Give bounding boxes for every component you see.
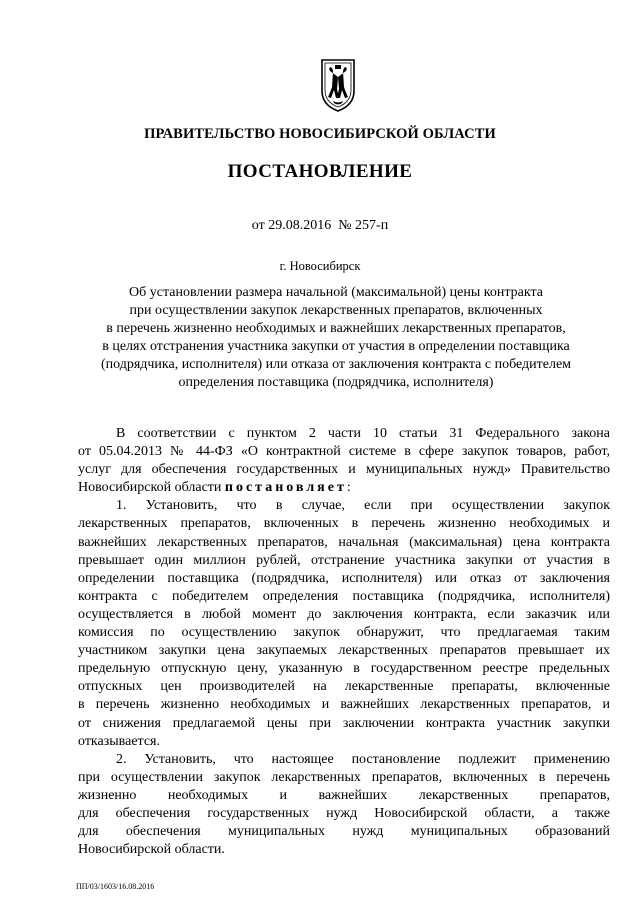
item1-line: комиссия по осуществлению закупок обнаружит, что предлагаемая таким <box>78 625 610 641</box>
preamble-prefix: Новосибирской области <box>78 480 222 496</box>
item1-line: в перечень жизненно необходимых и важнейших лекарственных препаратов, и <box>78 697 610 713</box>
item1-line: осуществляется в любой момент до заключения контракта, если заказчик или <box>78 606 610 622</box>
item1-line: 1. Установить, что в случае, если при осуществлении закупок <box>116 498 610 514</box>
document-city: г. Новосибирск <box>279 259 361 273</box>
item1-line: участником закупки цена закупаемых лекарственных препаратов превышает их <box>78 643 610 659</box>
item2-line: Новосибирской области. <box>78 842 225 858</box>
footer-document-code: ПП/03/1603/16.08.2016 <box>76 882 155 891</box>
item1-line: от снижения предлагаемой цены при заключении контракта участник закупки <box>78 715 610 731</box>
subject-line: определения поставщика (подрядчика, исполнителя) <box>178 375 494 391</box>
document-number: № 257-п <box>338 218 389 233</box>
document-body <box>78 425 610 859</box>
subject-line: при осуществлении закупок лекарственных препаратов, включенных <box>129 303 543 319</box>
item1-line: отпускных цен производителей на лекарственные препараты, включенные <box>78 679 610 695</box>
document-date: от 29.08.2016 <box>251 218 332 233</box>
subject-line: в перечень жизненно необходимых и важнейших лекарственных препаратов, <box>106 321 566 337</box>
item1-line: отказывается. <box>78 733 160 749</box>
government-title: ПРАВИТЕЛЬСТВО НОВОСИБИРСКОЙ ОБЛАСТИ <box>144 126 496 142</box>
subject-line: (подрядчика, исполнителя) или отказа от заключения контракта с победителем <box>100 357 572 373</box>
preamble-line: В соответствии с пунктом 2 части 10 статьи 31 Федерального закона <box>116 426 610 441</box>
item2-line: 2. Установить, что настоящее постановление подлежит применению <box>116 751 610 767</box>
preamble-line: услуг для обеспечения государственных и муниципальных нужд» Правительство <box>78 462 610 478</box>
coat-of-arms-icon <box>318 57 358 113</box>
item1-line: определении поставщика (подрядчика, исполнителя) или отказ от заключения <box>78 570 610 586</box>
item1-line: важнейших лекарственных препаратов, начальная (максимальная) цена контракта <box>78 534 610 550</box>
preamble-suffix: : <box>346 480 351 496</box>
document-type: ПОСТАНОВЛЕНИЕ <box>227 161 413 182</box>
item1-line: превышает один миллион рублей, отстранение участника закупки от участия в <box>78 552 610 568</box>
item2-line: для обеспечения муниципальных нужд муниципальных образований <box>78 824 610 840</box>
subject-line: в целях отстранения участника закупки от участия в определении поставщика <box>102 339 570 355</box>
item2-line: жизненно необходимых и важнейших лекарственных препаратов, <box>78 787 610 803</box>
subject-line: Об установлении размера начальной (максимальной) цены контракта <box>129 285 543 300</box>
preamble-last-line <box>78 479 610 497</box>
document-date-number <box>0 218 640 234</box>
item1-line: предельную отпускную цену, указанную в государственном реестре предельных <box>78 661 610 677</box>
item1-line: контракта с победителем определения поставщика (подрядчика, исполнителя) <box>78 588 610 604</box>
preamble-line: от 05.04.2013 № 44-ФЗ «О контрактной системе в сфере закупок товаров, работ, <box>78 444 610 460</box>
item1-line: лекарственных препаратов, включенных в перечень жизненно необходимых и <box>78 516 610 532</box>
decree-word: постановляет <box>224 480 347 496</box>
item2-line: для обеспечения государственных нужд Новосибирской области, а также <box>78 805 610 821</box>
item2-line: при осуществлении закупок лекарственных препаратов, включенных в перечень <box>78 769 610 785</box>
document-subject <box>80 284 592 393</box>
